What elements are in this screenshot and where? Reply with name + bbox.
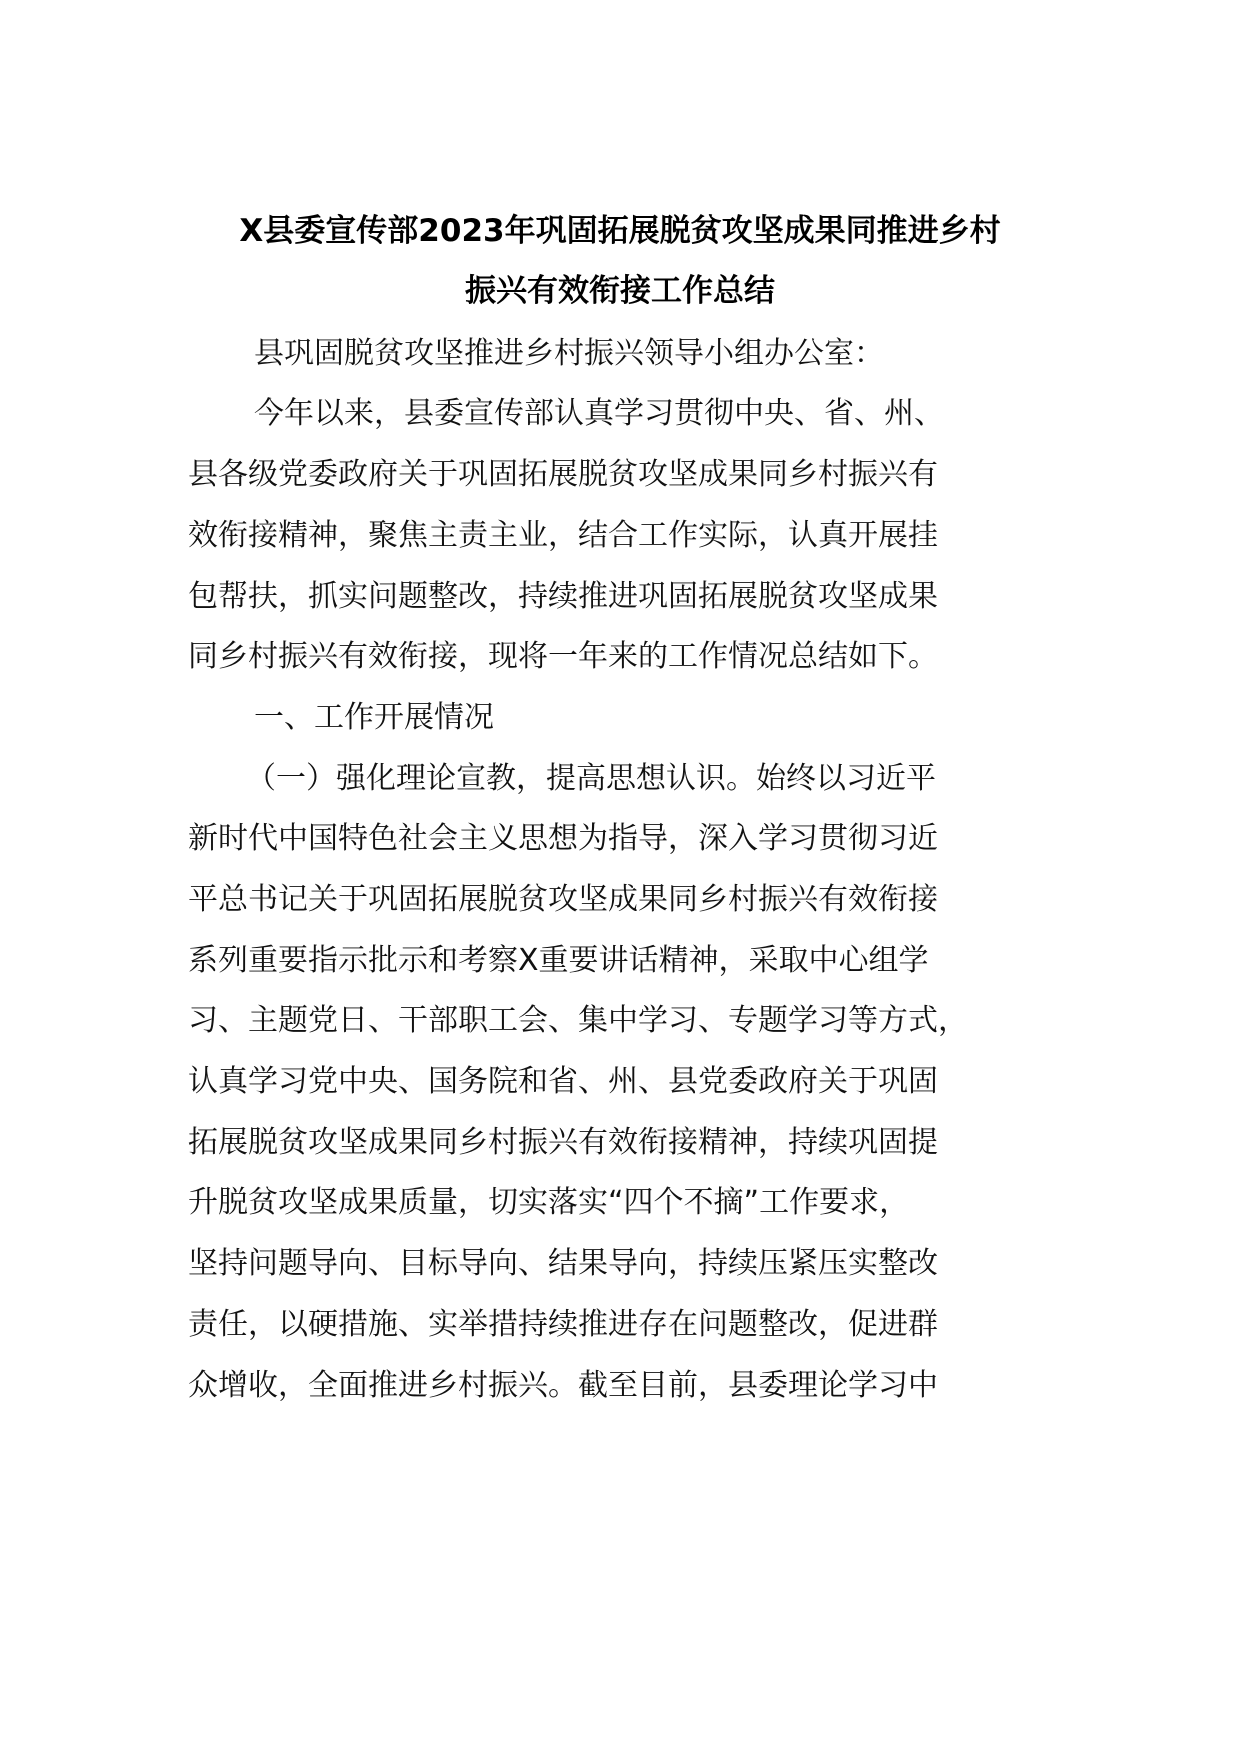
paragraph-line: （一）强化理论宣教，提高思想认识。始终以习近平 <box>246 761 936 796</box>
paragraph-line: 平总书记关于巩固拓展脱贫攻坚成果同乡村振兴有效衔接 <box>188 882 938 917</box>
paragraph-line: 升脱贫攻坚成果质量，切实落实“四个不摘”工作要求， <box>188 1185 910 1220</box>
paragraph-line: 众增收，全面推进乡村振兴。截至目前，县委理论学习中 <box>188 1368 938 1403</box>
paragraph-line: 同乡村振兴有效衔接，现将一年来的工作情况总结如下。 <box>188 639 938 674</box>
paragraph-line: 新时代中国特色社会主义思想为指导，深入学习贯彻习近 <box>188 821 938 856</box>
document-title-line-2: 振兴有效衔接工作总结 <box>465 273 775 309</box>
paragraph-line: 包帮扶，抓实问题整改，持续推进巩固拓展脱贫攻坚成果 <box>188 579 938 614</box>
paragraph-line: 习、主题党日、干部职工会、集中学习、专题学习等方式， <box>188 1003 968 1038</box>
document-title-line-1: X县委宣传部2023年巩固拓展脱贫攻坚成果同推进乡村 <box>239 213 1001 249</box>
paragraph-line: 系列重要指示批示和考察X重要讲话精神，采取中心组学 <box>188 943 929 978</box>
paragraph-line: 坚持问题导向、目标导向、结果导向，持续压紧压实整改 <box>188 1246 938 1281</box>
paragraph-line: 拓展脱贫攻坚成果同乡村振兴有效衔接精神，持续巩固提 <box>188 1125 938 1160</box>
paragraph-line: 县各级党委政府关于巩固拓展脱贫攻坚成果同乡村振兴有 <box>188 457 938 492</box>
paragraph-line: 效衔接精神，聚焦主责主业，结合工作实际，认真开展挂 <box>188 518 938 553</box>
section-heading: 一、工作开展情况 <box>254 700 494 735</box>
salutation: 县巩固脱贫攻坚推进乡村振兴领导小组办公室： <box>254 336 884 371</box>
paragraph-line: 今年以来，县委宣传部认真学习贯彻中央、省、州、 <box>254 396 944 431</box>
paragraph-line: 责任，以硬措施、实举措持续推进存在问题整改，促进群 <box>188 1307 938 1342</box>
paragraph-line: 认真学习党中央、国务院和省、州、县党委政府关于巩固 <box>188 1064 938 1099</box>
